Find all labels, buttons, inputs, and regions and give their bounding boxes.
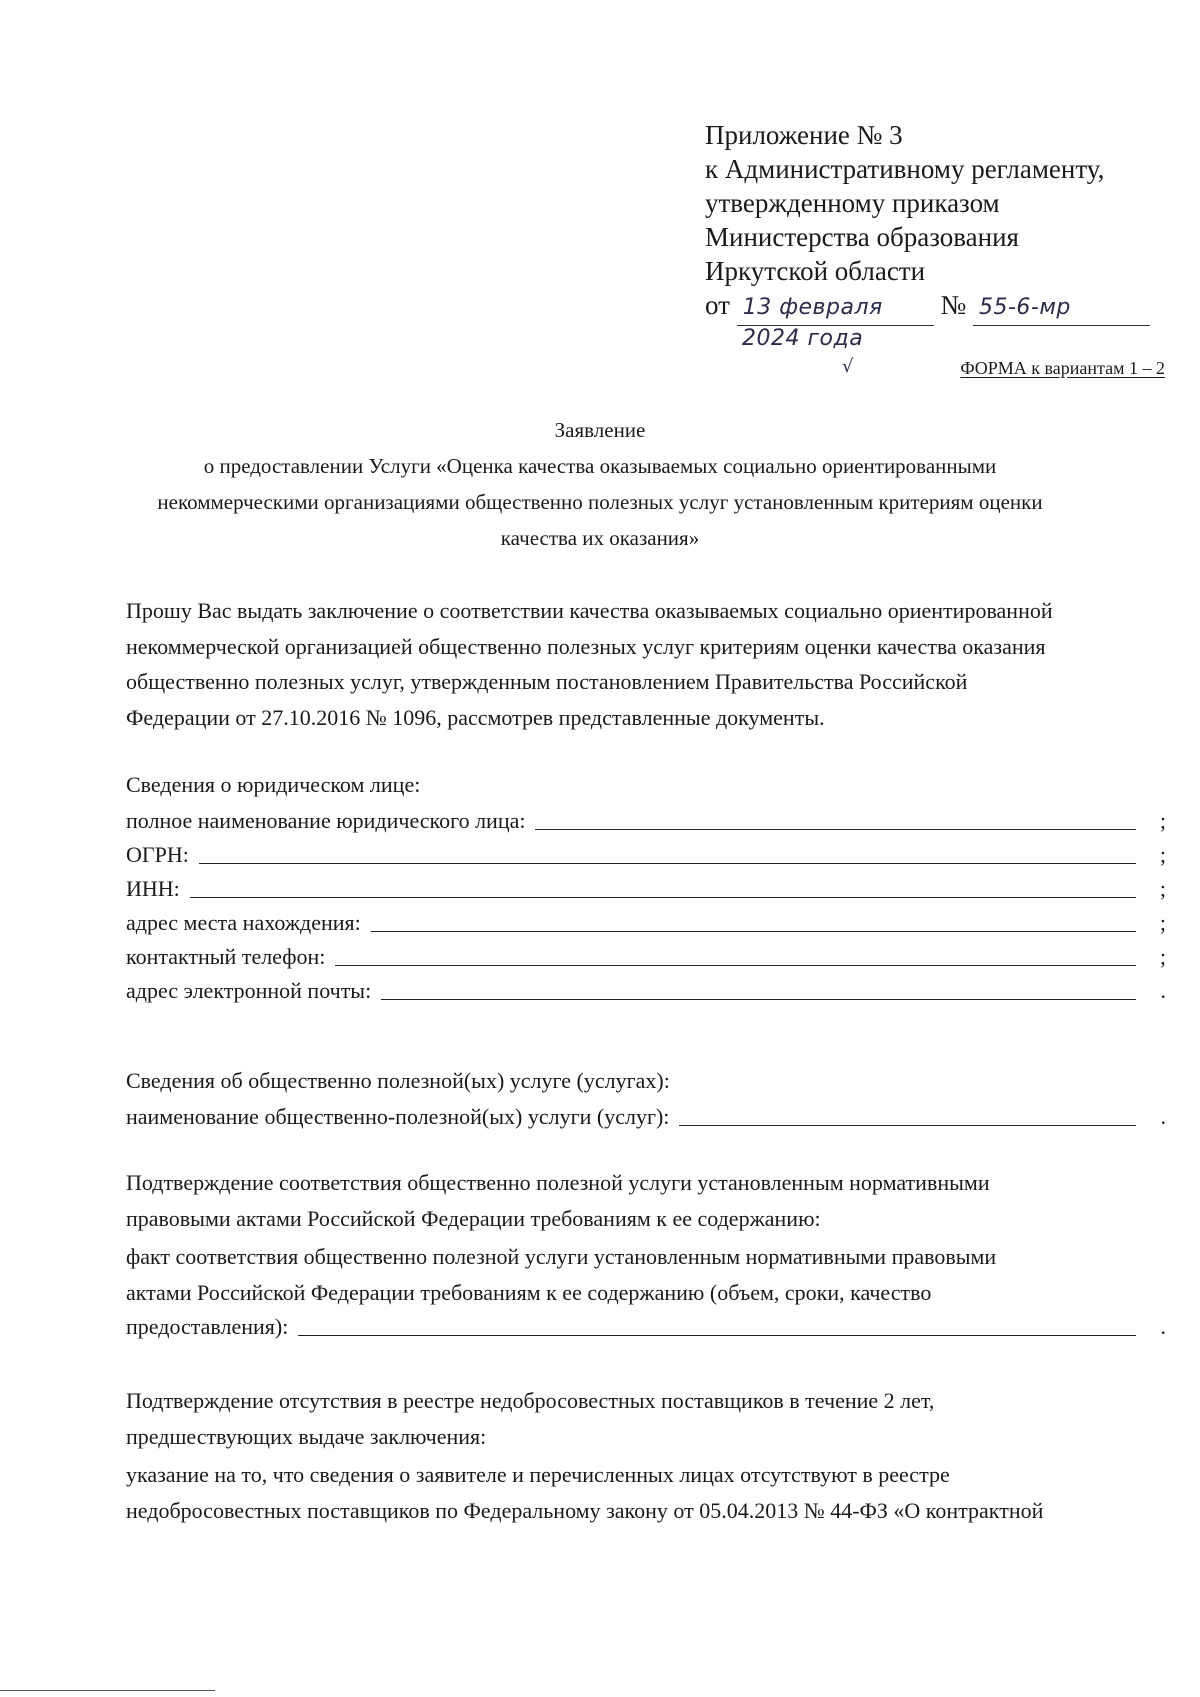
footnote-rule <box>0 1690 215 1691</box>
registry-line-3: указание на то, что сведения о заявителе и перечисленных лицах отсутствуют в реестре <box>126 1462 950 1487</box>
full-name-end: ; <box>1159 808 1166 833</box>
service-name-field[interactable] <box>679 1103 1136 1126</box>
request-paragraph <box>126 593 1176 735</box>
appendix-number: Приложение № 3 <box>705 120 903 150</box>
document-title: Заявление <box>554 418 646 442</box>
compliance-provision-field[interactable] <box>298 1313 1136 1336</box>
service-name-end: . <box>1160 1104 1166 1129</box>
ogrn-field[interactable] <box>199 841 1136 864</box>
legal-entity-heading: Сведения о юридическом лице: <box>126 772 421 797</box>
inn-field[interactable] <box>190 875 1136 898</box>
full-name-field[interactable] <box>535 807 1136 830</box>
phone-end: ; <box>1159 944 1166 969</box>
phone-row <box>126 938 1166 970</box>
order-year-handwritten: 2024 года <box>742 326 864 351</box>
email-row <box>126 972 1166 1004</box>
services-heading: Сведения об общественно полезной(ых) услуге (услугах): <box>126 1068 670 1093</box>
order-date-handwritten: 13 февраля <box>737 291 934 326</box>
email-field[interactable] <box>381 977 1136 1000</box>
full-name-row <box>126 802 1166 834</box>
full-name-label: полное наименование юридического лица: <box>126 808 526 833</box>
compliance-line-2: правовыми актами Российской Федерации требованиям к ее содержанию: <box>126 1206 821 1231</box>
address-label: адрес места нахождения: <box>126 910 361 935</box>
appendix-region: Иркутской области <box>705 256 926 286</box>
compliance-provision-row <box>126 1308 1166 1340</box>
order-date-number-line <box>705 288 1150 322</box>
appendix-reference: к Административному регламенту, <box>705 154 1105 184</box>
ogrn-label: ОГРН: <box>126 842 189 867</box>
request-line-3: общественно полезных услуг, утвержденным постановлением Правительства Российской <box>126 669 968 694</box>
address-field[interactable] <box>371 909 1136 932</box>
address-end: ; <box>1159 910 1166 935</box>
form-variant-label: ФОРМА к вариантам 1 – 2 <box>960 358 1165 378</box>
order-number-sign: № <box>940 290 967 320</box>
ogrn-end: ; <box>1159 842 1166 867</box>
request-line-1: Прошу Вас выдать заключение о соответствии качества оказываемых социально ориентированной <box>126 598 1053 623</box>
appendix-approved-by: утвержденному приказом <box>705 188 1000 218</box>
compliance-line-4: актами Российской Федерации требованиям к ее содержанию (объем, сроки, качество <box>126 1280 932 1305</box>
service-name-row <box>126 1098 1166 1130</box>
email-end: . <box>1160 978 1166 1003</box>
phone-field[interactable] <box>335 943 1136 966</box>
compliance-provision-end: . <box>1160 1314 1166 1339</box>
address-row <box>126 904 1166 936</box>
order-date-prefix: от <box>705 290 730 320</box>
registry-line-1: Подтверждение отсутствия в реестре недобросовестных поставщиков в течение 2 лет, <box>126 1388 935 1413</box>
registry-line-4: недобросовестных поставщиков по Федеральному закону от 05.04.2013 № 44-ФЗ «О контрактной <box>126 1498 1044 1523</box>
inn-end: ; <box>1159 876 1166 901</box>
request-line-4: Федерации от 27.10.2016 № 1096, рассмотрев представленные документы. <box>126 704 825 730</box>
document-subtitle-line-1: о предоставлении Услуги «Оценка качества оказываемых социально ориентированными <box>203 454 997 478</box>
service-name-label: наименование общественно-полезной(ых) услуги (услуг): <box>126 1104 670 1129</box>
inn-row <box>126 870 1166 902</box>
inn-label: ИНН: <box>126 876 180 901</box>
document-subtitle-line-3: качества их оказания» <box>500 526 700 550</box>
appendix-ministry: Министерства образования <box>705 222 1019 252</box>
appendix-header <box>705 118 1150 322</box>
ogrn-row <box>126 836 1166 868</box>
compliance-provision-label: предоставления): <box>126 1314 289 1339</box>
order-number-handwritten: 55-6-мр <box>973 291 1150 326</box>
compliance-line-3: факт соответствия общественно полезной услуги установленным нормативными правовыми <box>126 1244 997 1269</box>
registry-line-2: предшествующих выдаче заключения: <box>126 1424 487 1449</box>
request-line-2: некоммерческой организацией общественно полезных услуг критериям оценки качества оказания <box>126 633 1046 659</box>
check-mark-icon: √ <box>842 356 854 377</box>
document-subtitle-line-2: некоммерческими организациями общественно полезных услуг установленным критериям оценки <box>157 490 1043 514</box>
phone-label: контактный телефон: <box>126 944 326 969</box>
email-label: адрес электронной почты: <box>126 978 372 1003</box>
compliance-line-1: Подтверждение соответствия общественно полезной услуги установленным нормативными <box>126 1170 990 1195</box>
